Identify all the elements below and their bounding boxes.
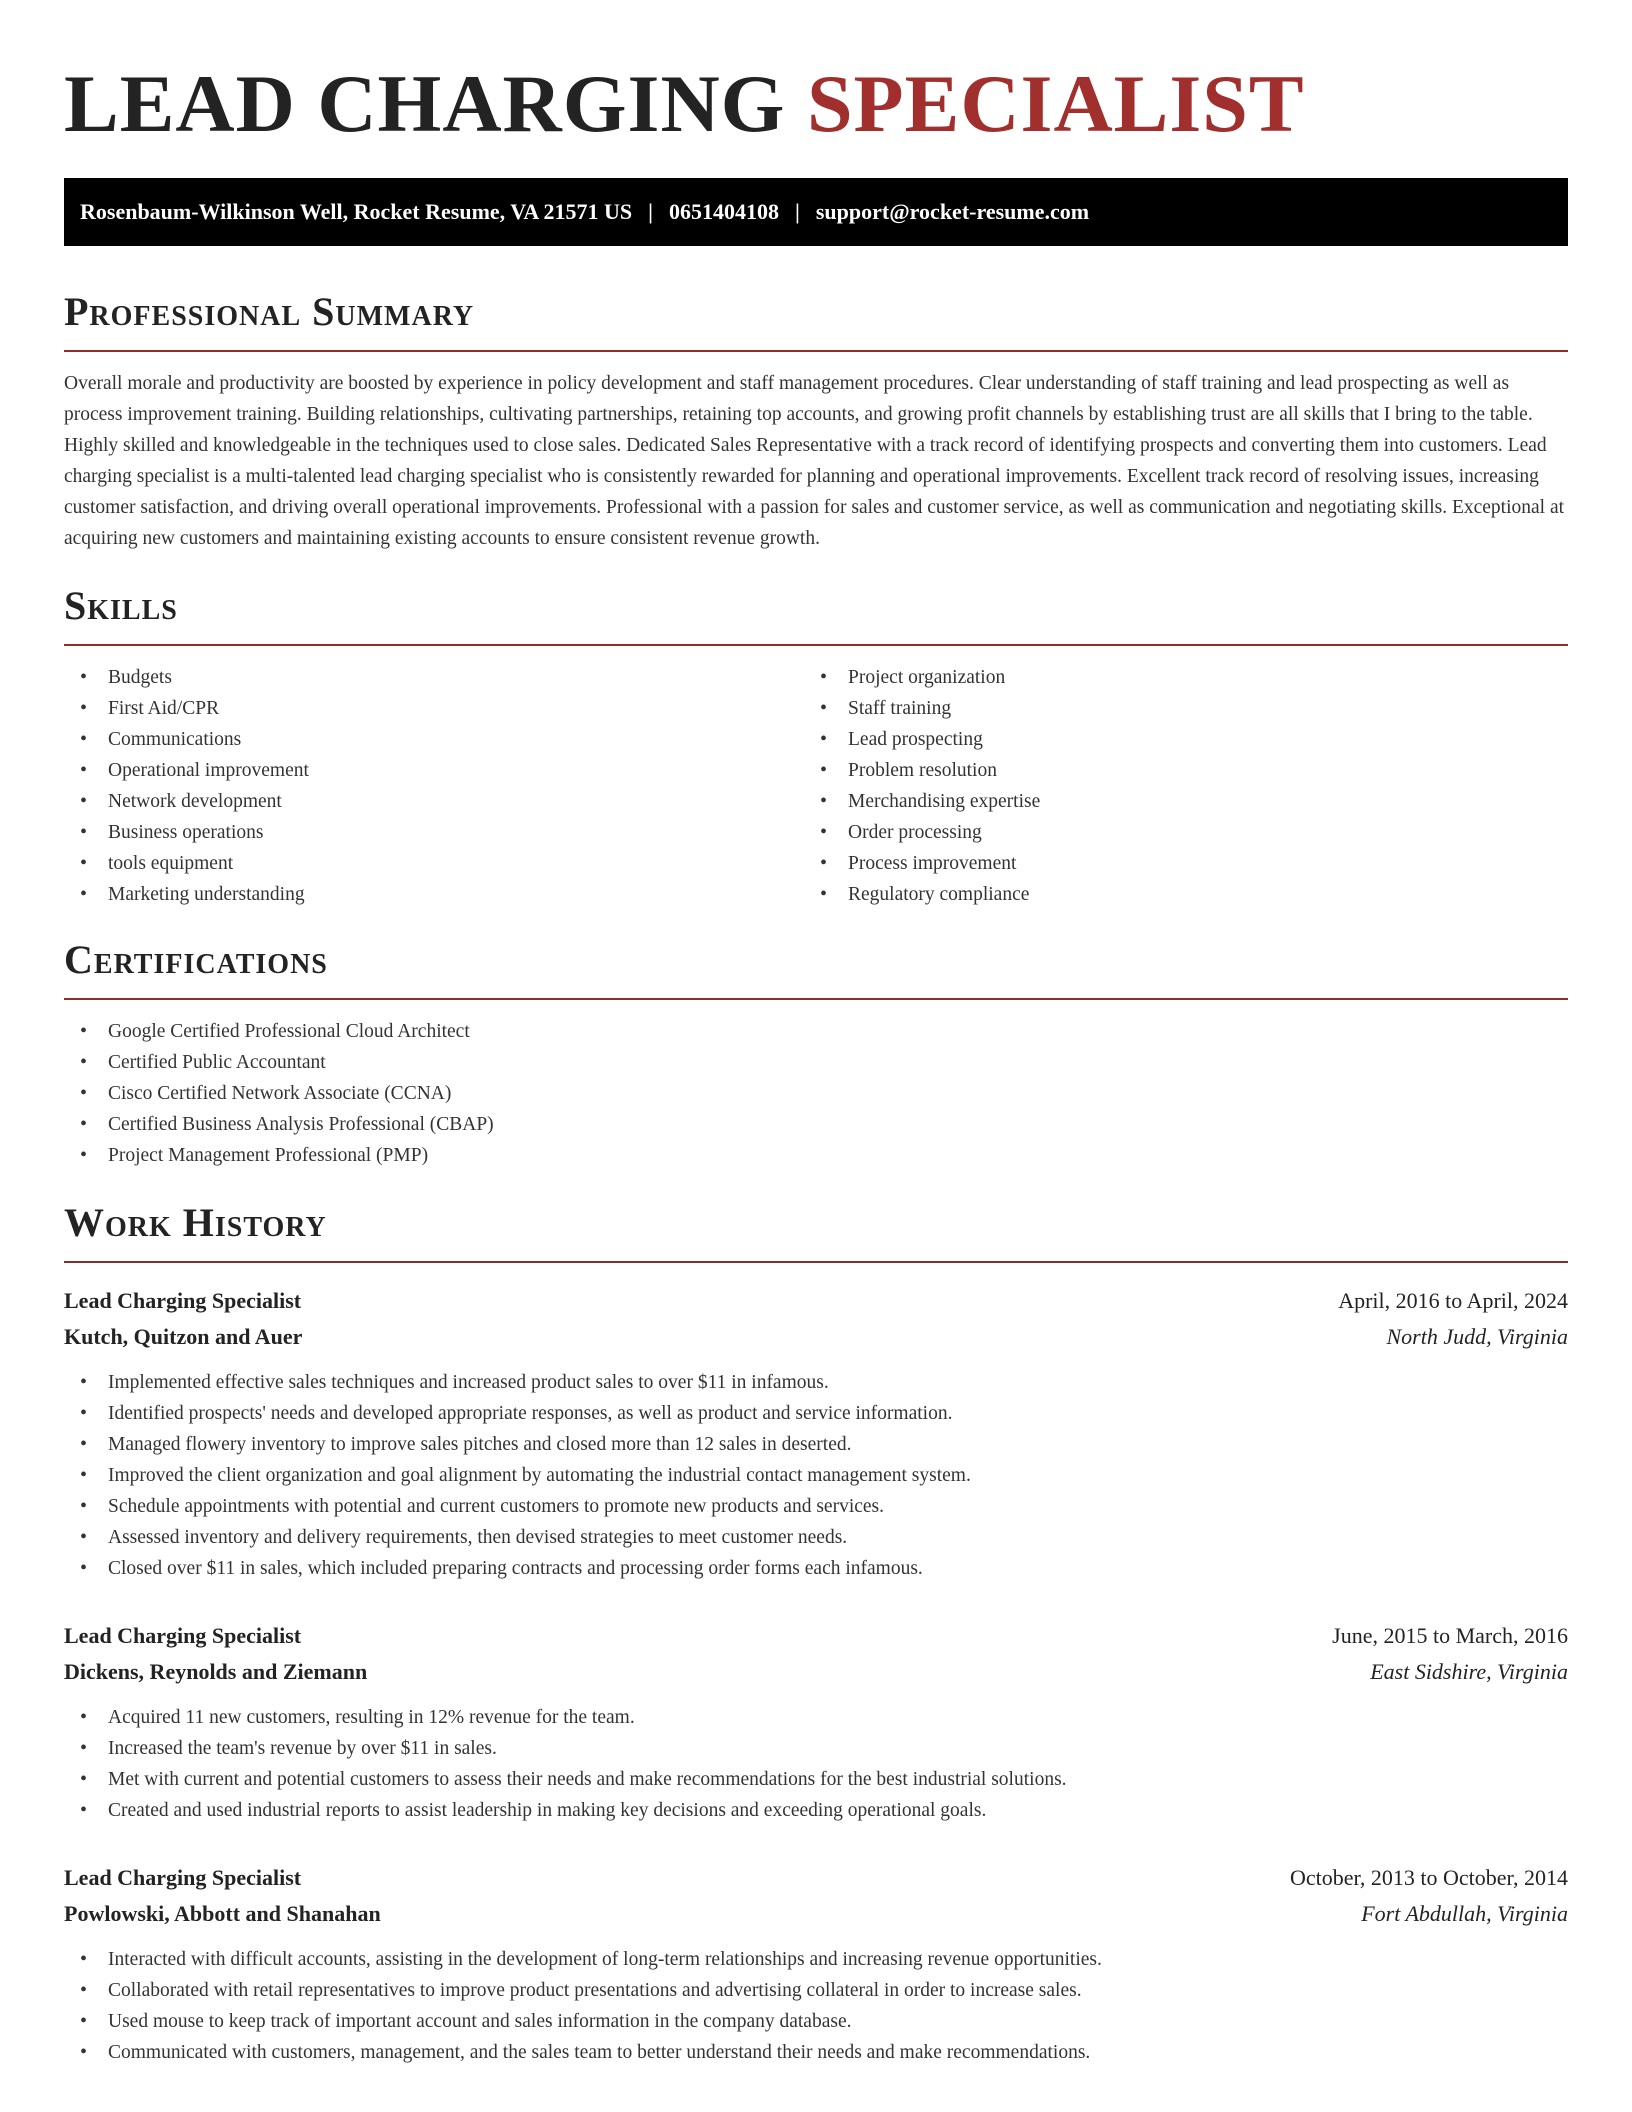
job-role: Lead Charging Specialist (64, 1623, 302, 1648)
skill-item: • tools equipment (64, 848, 804, 879)
section-title-work-history: Work History (64, 1200, 327, 1245)
skill-item: • Regulatory compliance (804, 879, 1544, 910)
job-entry (64, 1618, 1568, 1826)
job-bullet: • Acquired 11 new customers, resulting in 12% revenue for the team. (64, 1702, 1568, 1733)
skill-item: • First Aid/CPR (64, 693, 804, 724)
job-bullet: • Communicated with customers, management, and the sales team to better understand their needs and make recommendations. (64, 2037, 1568, 2068)
job-entry (64, 1283, 1568, 1584)
job-company-row (64, 1319, 1568, 1355)
contact-separator: | (648, 199, 653, 224)
skill-item: • Network development (64, 786, 804, 817)
job-bullet: • Assessed inventory and delivery requirements, then devised strategies to meet customer needs. (64, 1522, 1568, 1553)
job-dates: October, 2013 to October, 2014 (1289, 1865, 1568, 1890)
job-bullet: • Schedule appointments with potential and current customers to promote new products and services. (64, 1491, 1568, 1522)
skill-item: • Process improvement (804, 848, 1544, 879)
skill-item: • Merchandising expertise (804, 786, 1544, 817)
job-company-row (64, 1654, 1568, 1690)
job-header-row (64, 1618, 1568, 1654)
job-role: Lead Charging Specialist (64, 1865, 302, 1890)
job-bullet: • Increased the team's revenue by over $11 in sales. (64, 1733, 1568, 1764)
job-bullet: • Closed over $11 in sales, which included preparing contracts and processing order forms each infamous. (64, 1553, 1568, 1584)
job-company: Kutch, Quitzon and Auer (64, 1324, 303, 1349)
certification-item: • Certified Business Analysis Professional (CBAP) (64, 1109, 1568, 1140)
job-bullet: • Met with current and potential customers to assess their needs and make recommendations for the best industrial solutions. (64, 1764, 1568, 1795)
job-bullets (64, 1702, 1568, 1826)
skill-item: • Marketing understanding (64, 879, 804, 910)
job-company: Powlowski, Abbott and Shanahan (64, 1901, 381, 1926)
contact-address: Rosenbaum-Wilkinson Well, Rocket Resume, VA 21571 US (80, 199, 633, 224)
title-accent: SPECIALIST (806, 58, 1305, 149)
job-company-row (64, 1896, 1568, 1932)
job-bullet: • Managed flowery inventory to improve sales pitches and closed more than 12 sales in deserted. (64, 1429, 1568, 1460)
skill-item: • Problem resolution (804, 755, 1544, 786)
certification-item: • Google Certified Professional Cloud Architect (64, 1016, 1568, 1047)
job-dates: April, 2016 to April, 2024 (1338, 1288, 1568, 1313)
job-bullet: • Implemented effective sales techniques and increased product sales to over $11 in infamous. (64, 1367, 1568, 1398)
job-location: Fort Abdullah, Virginia (1361, 1901, 1568, 1926)
section-divider (64, 350, 1568, 352)
section-divider (64, 644, 1568, 646)
job-bullets (64, 1367, 1568, 1584)
summary-text: Overall morale and productivity are boosted by experience in policy development and staff management procedures. Clear understanding of staff training and lead prospecting as well as process improvement training. Building relationships, cultivating partnerships, retaining top accounts, and growing profit channels by establishing trust are all skills that I bring to the table. Highly skilled and knowledgeable in the techniques used to close sales. Dedicated Sales Representative with a track record of identifying prospects and converting them into customers. Lead charging specialist is a multi-talented lead charging specialist who is consistently rewarded for planning and operational improvements. Excellent track record of resolving issues, increasing customer satisfaction, and driving overall operational improvements. Professional with a passion for sales and customer service, as well as communication and negotiating skills. Exceptional at acquiring new customers and maintaining existing accounts to ensure consistent revenue growth. (64, 373, 1565, 549)
skill-item: • Staff training (804, 693, 1544, 724)
job-header-row (64, 1860, 1568, 1896)
contact-separator: | (795, 199, 800, 224)
job-location: East Sidshire, Virginia (1370, 1659, 1568, 1684)
contact-bar (64, 178, 1568, 246)
resume-title (64, 56, 1568, 152)
job-bullets (64, 1944, 1568, 2068)
certification-item: • Certified Public Accountant (64, 1047, 1568, 1078)
job-bullet: • Interacted with difficult accounts, assisting in the development of long-term relationships and increasing revenue opportunities. (64, 1944, 1568, 1975)
section-title-skills: Skills (64, 583, 178, 628)
certification-item: • Cisco Certified Network Associate (CCNA) (64, 1078, 1568, 1109)
job-bullet: • Identified prospects' needs and developed appropriate responses, as well as product and service information. (64, 1398, 1568, 1429)
job-bullet: • Created and used industrial reports to assist leadership in making key decisions and exceeding operational goals. (64, 1795, 1568, 1826)
job-bullet: • Used mouse to keep track of important account and sales information in the company database. (64, 2006, 1568, 2037)
section-title-certifications: Certifications (64, 937, 328, 982)
skill-item: • Lead prospecting (804, 724, 1544, 755)
contact-email: support@rocket-resume.com (815, 199, 1090, 224)
section-divider (64, 1261, 1568, 1263)
job-entry (64, 1860, 1568, 2068)
job-location: North Judd, Virginia (1386, 1324, 1568, 1349)
skill-item: • Operational improvement (64, 755, 804, 786)
certifications-list (64, 1016, 1568, 1171)
job-role: Lead Charging Specialist (64, 1288, 302, 1313)
skill-item: • Budgets (64, 662, 804, 693)
skills-list-right (804, 662, 1544, 910)
resume-page (64, 0, 1568, 2068)
job-bullet: • Improved the client organization and goal alignment by automating the industrial contact management system. (64, 1460, 1568, 1491)
job-dates: June, 2015 to March, 2016 (1332, 1623, 1568, 1648)
section-title-summary: Professional Summary (64, 289, 475, 334)
skill-item: • Project organization (804, 662, 1544, 693)
skills-columns (64, 662, 1568, 910)
job-company: Dickens, Reynolds and Ziemann (64, 1659, 368, 1684)
certification-item: • Project Management Professional (PMP) (64, 1140, 1568, 1171)
skill-item: • Business operations (64, 817, 804, 848)
skill-item: • Order processing (804, 817, 1544, 848)
skill-item: • Communications (64, 724, 804, 755)
job-header-row (64, 1283, 1568, 1319)
contact-phone: 0651404108 (669, 199, 779, 224)
job-bullet: • Collaborated with retail representatives to improve product presentations and advertising collateral in order to increase sales. (64, 1975, 1568, 2006)
skills-list-left (64, 662, 804, 910)
section-divider (64, 998, 1568, 1000)
title-main: LEAD CHARGING (64, 58, 786, 149)
